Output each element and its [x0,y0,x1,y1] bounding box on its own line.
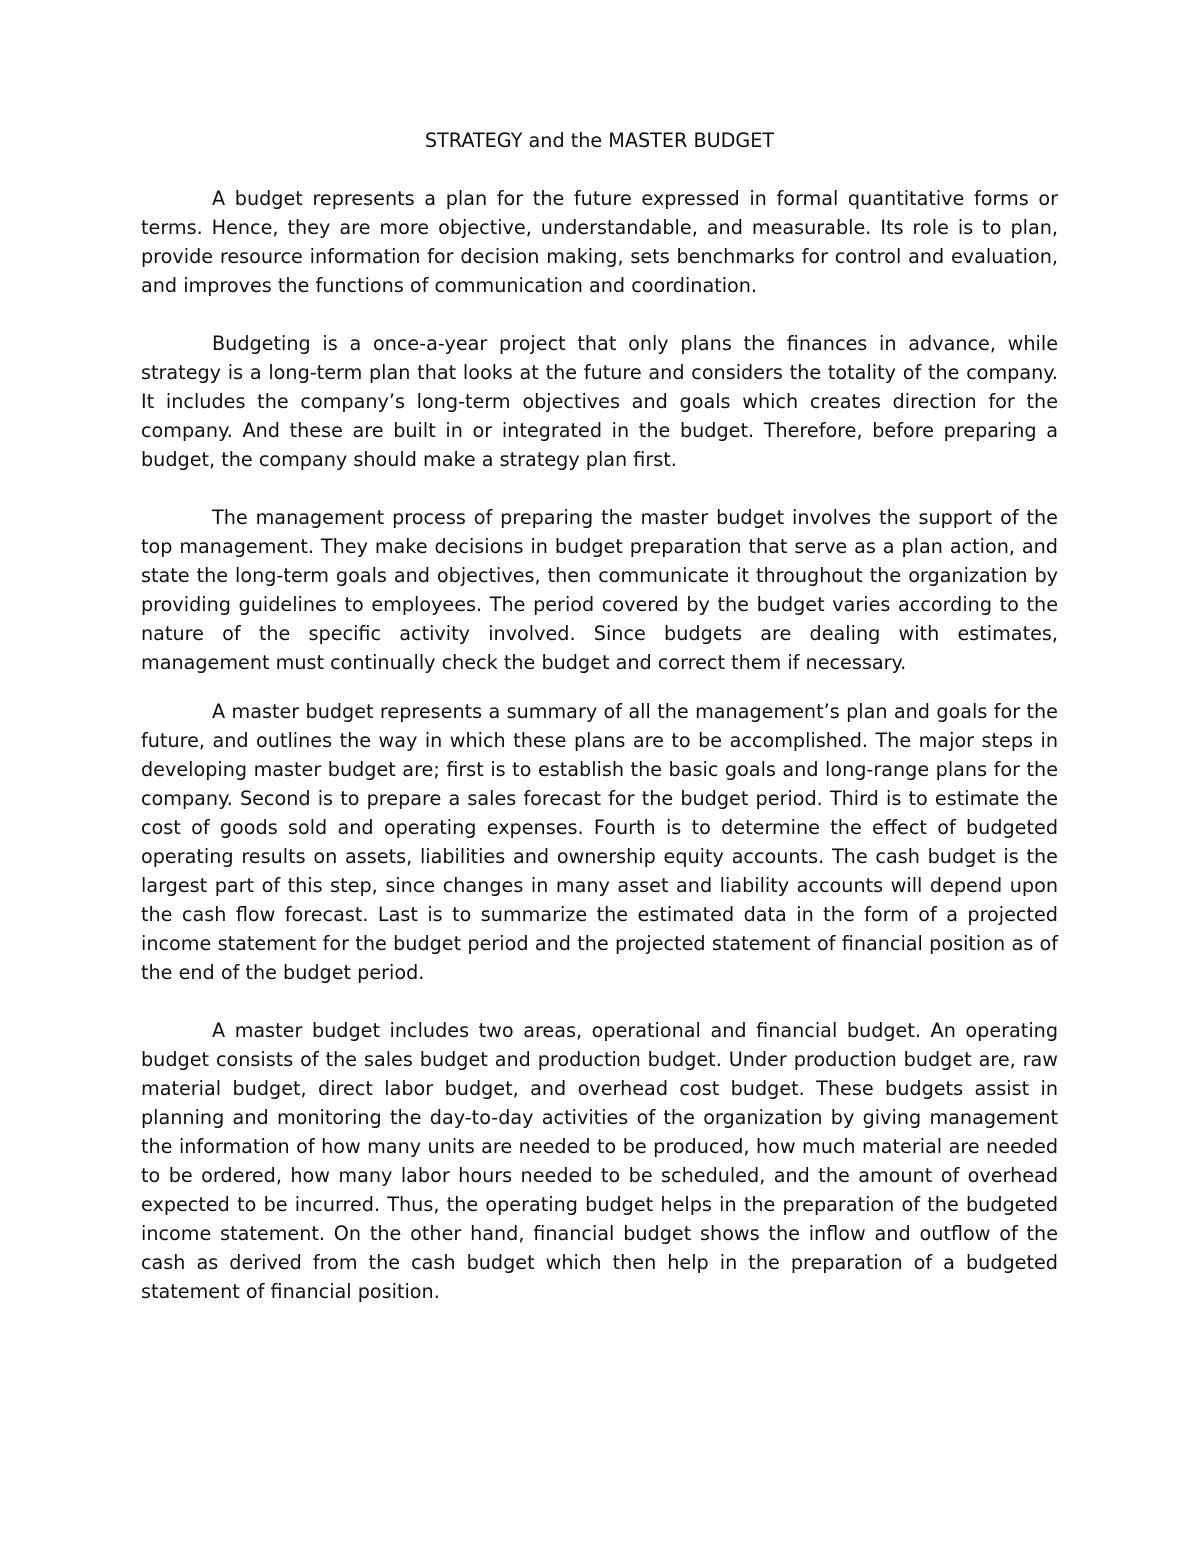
paragraph-operational-financial-budget: A master budget includes two areas, operational and financial budget. An operating budget consists of the sales budget and production budget. Under production budget are, raw material budget, direct labor budget, and overhead cost budget. These budgets assist in planning and monitoring the day-to-day activities of the organization by giving management the information of how many units are needed to be produced, how much material are needed to be ordered, how many labor hours needed to be scheduled, and the amount of overhead expected to be incurred. Thus, the operating budget helps in the preparation of the budgeted income statement. On the other hand, financial budget shows the inflow and outflow of the cash as derived from the cash budget which then help in the preparation of a budgeted statement of financial position. [141,1019,1058,1303]
paragraph-budgeting-vs-strategy: Budgeting is a once-a-year project that only plans the finances in advance, while strategy is a long-term plan that looks at the future and considers the totality of the company. It includes the company’s long-term objectives and goals which creates direction for the company. And these are built in or integrated in the budget. Therefore, before preparing a budget, the company should make a strategy plan first. [141,332,1058,471]
paragraph-master-budget-steps: A master budget represents a summary of all the management’s plan and goals for the future, and outlines the way in which these plans are to be accomplished. The major steps in developing master budget are; first is to establish the basic goals and long-range plans for the company. Second is to prepare a sales forecast for the budget period. Third is to estimate the cost of goods sold and operating expenses. Fourth is to determine the effect of budgeted operating results on assets, liabilities and ownership equity accounts. The cash budget is the largest part of this step, since changes in many asset and liability accounts will depend upon the cash flow forecast. Last is to summarize the estimated data in the form of a projected income statement for the budget period and the projected statement of financial position as of the end of the budget period. [141,700,1058,984]
paragraph-budget-definition: A budget represents a plan for the future expressed in formal quantitative forms or terms. Hence, they are more objective, understandable, and measurable. Its role is to plan, provide resource information for decision making, sets benchmarks for control and evaluation, and improves the functions of communication and coordination. [141,187,1058,297]
paragraph-management-process: The management process of preparing the master budget involves the support of the top management. They make decisions in budget preparation that serve as a plan action, and state the long-term goals and objectives, then communicate it throughout the organization by providing guidelines to employees. The period covered by the budget varies according to the nature of the specific activity involved. Since budgets are dealing with estimates, management must continually check the budget and correct them if necessary. [141,506,1058,674]
document-body [141,126,1058,1306]
document-title: STRATEGY and the MASTER BUDGET [424,129,775,152]
